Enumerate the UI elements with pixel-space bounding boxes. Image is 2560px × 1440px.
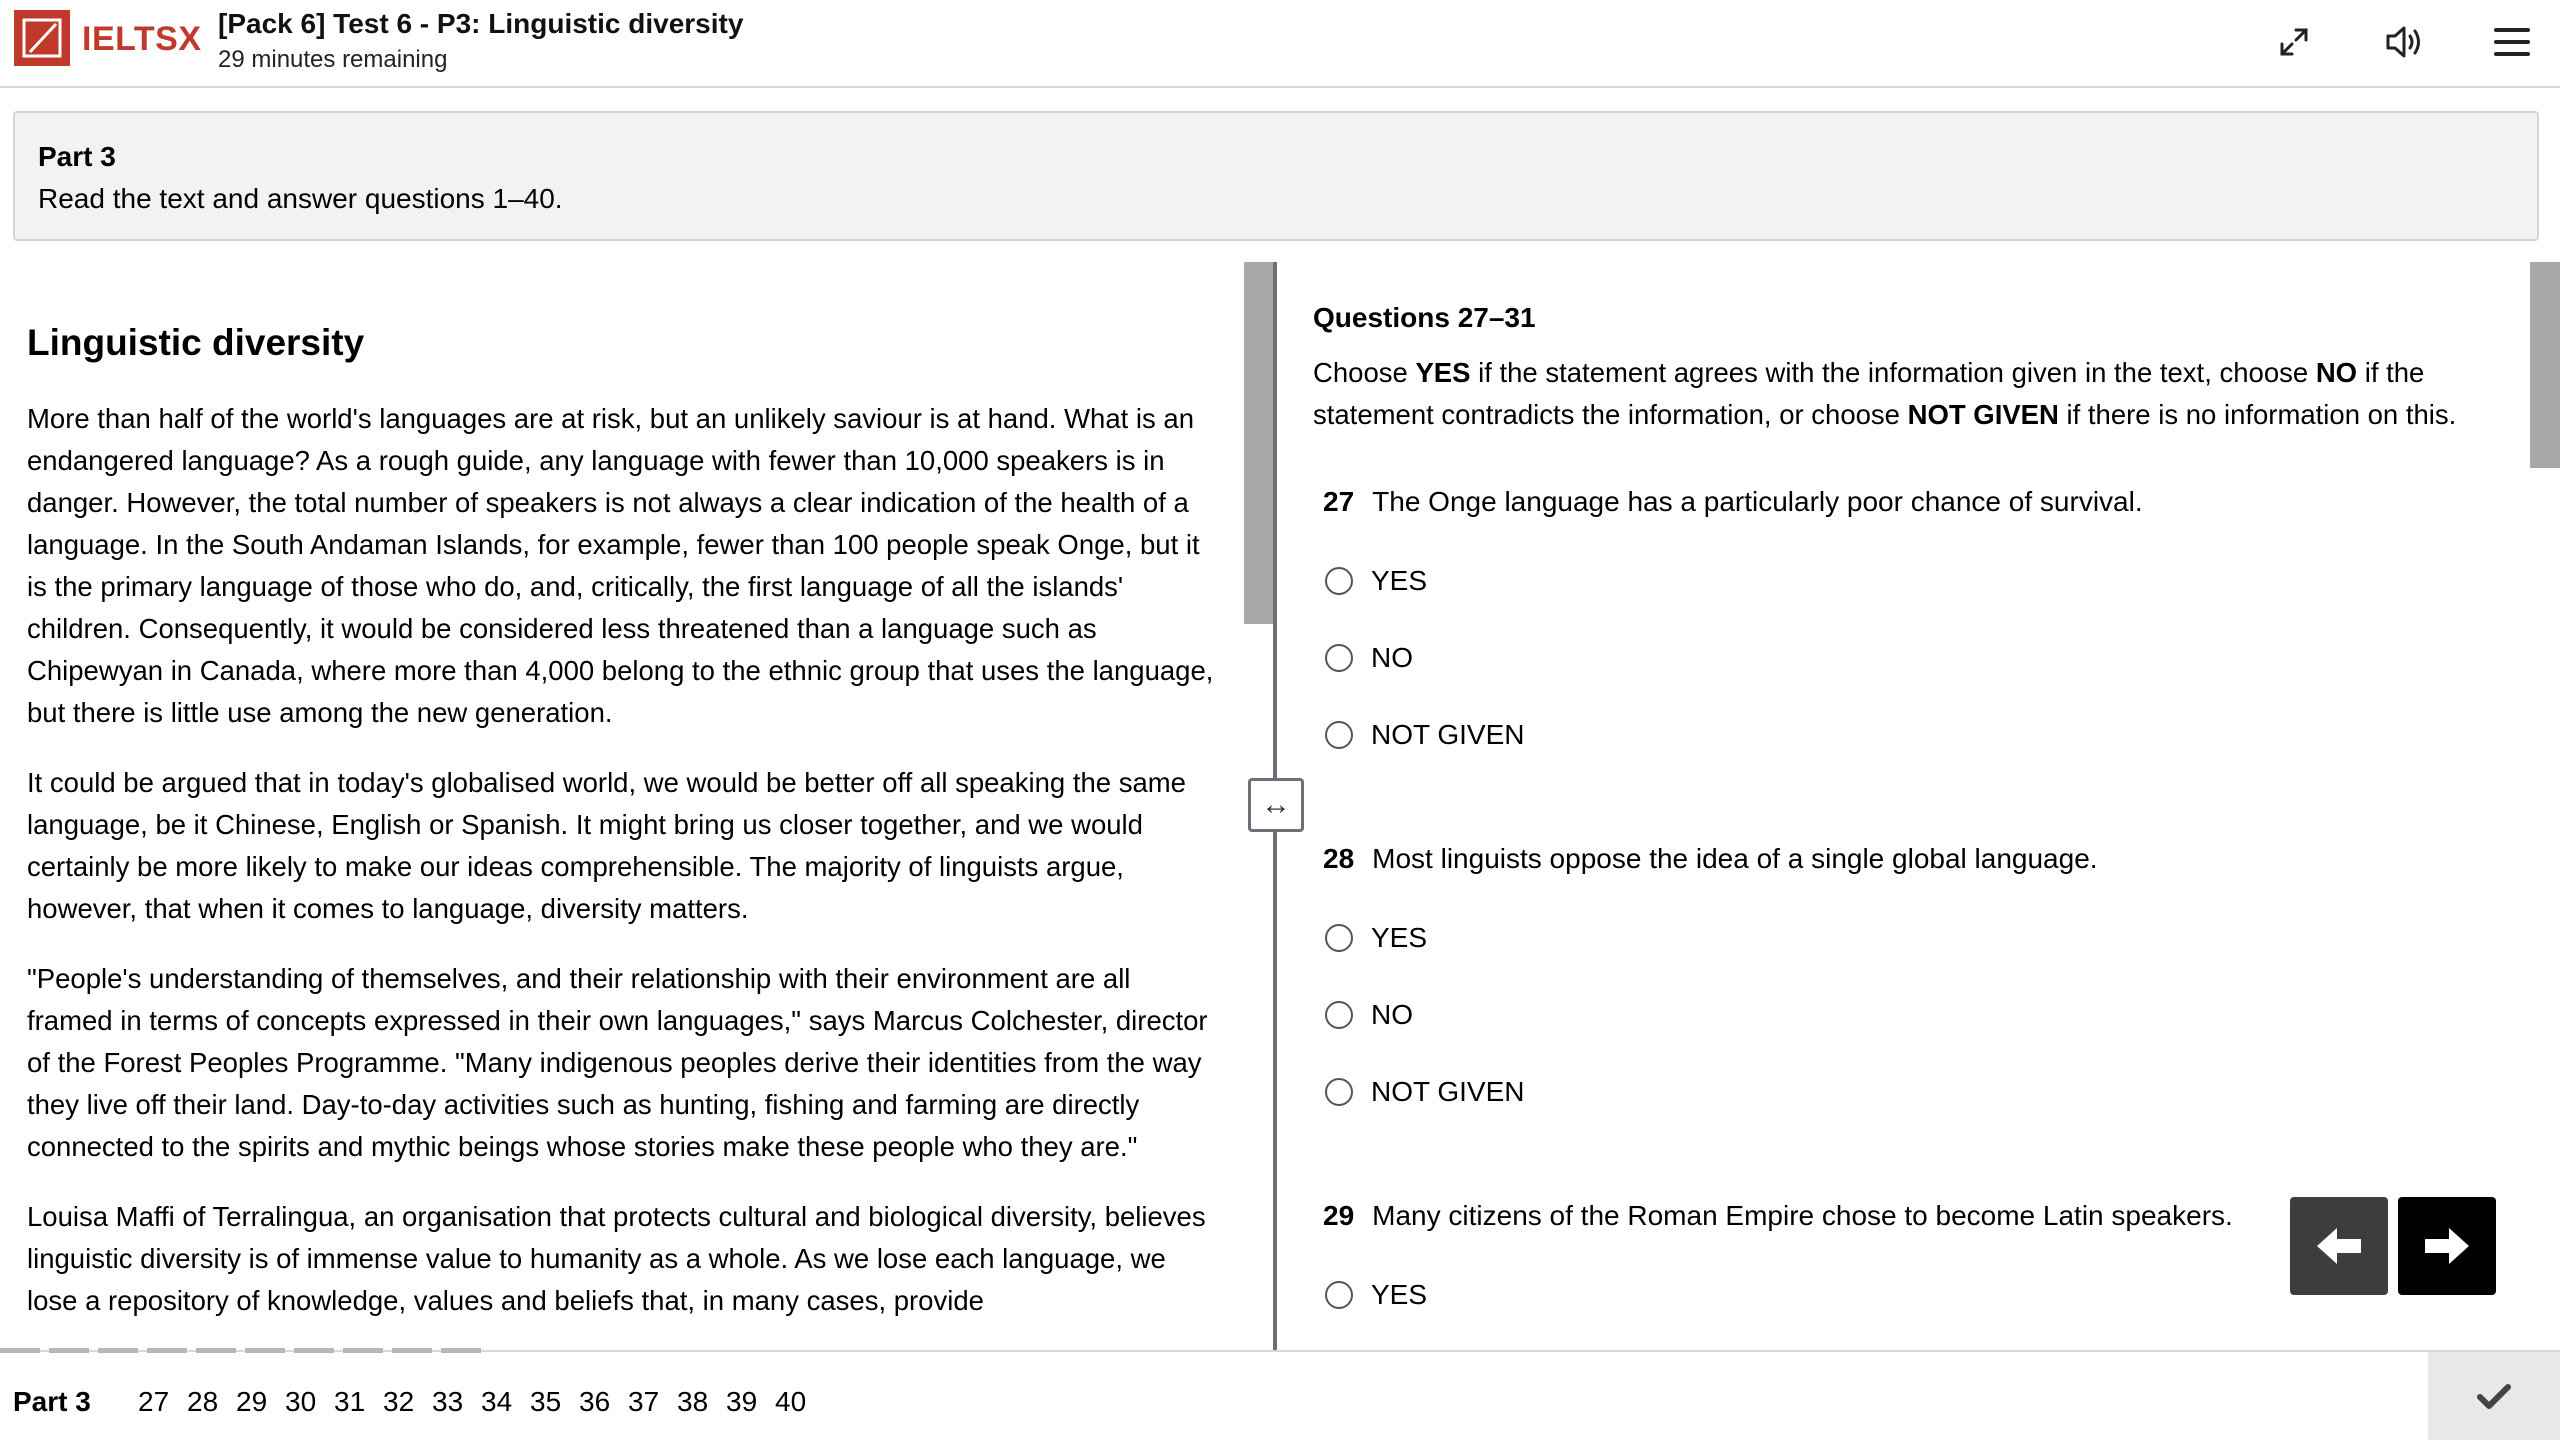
header-bar xyxy=(0,0,2560,88)
q28-option-no[interactable] xyxy=(1325,999,1413,1031)
questions-instruction xyxy=(1313,352,2513,436)
option-label: NOT GIVEN xyxy=(1371,719,1525,750)
q28-option-not-given[interactable] xyxy=(1325,1076,1525,1108)
previous-button[interactable] xyxy=(2290,1197,2388,1295)
question-27 xyxy=(1323,486,2143,518)
question-nav-item[interactable]: 35 xyxy=(530,1386,562,1417)
instruction-text: if there is no information on this. xyxy=(2058,399,2457,430)
reading-passage-panel xyxy=(0,262,1244,1350)
passage-paragraph: Louisa Maffi of Terralingua, an organisation that protects cultural and biological diversity, believes linguistic diversity is of immense value to humanity as a whole. As we lose each language, we lose a repository of knowledge, values and beliefs that, in many cases, provide xyxy=(27,1201,1206,1316)
question-number: 29 xyxy=(1323,1200,1355,1231)
instruction-no: NO xyxy=(2315,357,2358,388)
radio-button[interactable] xyxy=(1325,567,1353,595)
volume-icon[interactable] xyxy=(2380,18,2428,66)
q27-option-no[interactable] xyxy=(1325,642,1413,674)
passage-paragraph: "People's understanding of themselves, and their relationship with their environment are all framed in terms of concepts expressed in their own languages," says Marcus Colchester, director of the Forest Peoples Programme. "Many indigenous peoples derive their identities from the way they live off their land. Day-to-day activities such as hunting, fishing and farming are directly connected to the spirits and mythic beings whose stories make these people who they are." xyxy=(27,963,1208,1162)
instruction-yes: YES xyxy=(1415,357,1471,388)
q27-option-yes[interactable] xyxy=(1325,565,1427,597)
questions-heading: Questions 27–31 xyxy=(1313,302,1536,333)
question-nav-item[interactable]: 32 xyxy=(383,1386,415,1417)
arrow-right-icon xyxy=(2419,1222,2475,1270)
logo-icon xyxy=(14,10,70,66)
menu-icon[interactable] xyxy=(2488,18,2536,66)
checkmark-icon xyxy=(2474,1381,2514,1413)
test-title: [Pack 6] Test 6 - P3: Linguistic diversity xyxy=(218,8,744,39)
passage-heading: Linguistic diversity xyxy=(27,322,365,363)
q29-option-yes[interactable] xyxy=(1325,1279,1427,1311)
option-label: NO xyxy=(1371,999,1413,1030)
question-nav-item[interactable]: 40 xyxy=(775,1386,807,1417)
radio-button[interactable] xyxy=(1325,644,1353,672)
arrow-left-icon xyxy=(2311,1222,2367,1270)
passage-paragraph: More than half of the world's languages are at risk, but an unlikely saviour is at hand. What is an endangered language? As a rough guide, any language with fewer than 10,000 speakers is in danger. However, the total number of speakers is not always a clear indication of the health of a language. In the South Andaman Islands, for example, fewer than 100 people speak Onge, but it is the primary language of those who do, and, critically, the first language of all the islands' children. Consequently, it would be considered less threatened than a language such as Chipewyan in Canada, where more than 4,000 belong to the ethnic group that uses the language, but there is little use among the new generation. xyxy=(27,403,1214,728)
instruction-text: if the statement agrees with the information given in the text, choose xyxy=(1470,357,2316,388)
radio-button[interactable] xyxy=(1325,721,1353,749)
progress-ticks xyxy=(0,1348,490,1353)
part-banner xyxy=(13,111,2539,241)
instruction-not-given: NOT GIVEN xyxy=(1907,399,2059,430)
submit-button[interactable] xyxy=(2428,1352,2560,1440)
question-text: Most linguists oppose the idea of a single global language. xyxy=(1372,843,2098,874)
questions-scrollbar[interactable] xyxy=(2530,262,2560,468)
question-nav-item[interactable]: 39 xyxy=(726,1386,758,1417)
question-nav-item[interactable]: 38 xyxy=(677,1386,709,1417)
radio-button[interactable] xyxy=(1325,1078,1353,1106)
instruction-text: Choose xyxy=(1313,357,1416,388)
banner-instruction: Read the text and answer questions 1–40. xyxy=(38,183,563,214)
question-nav-item[interactable]: 34 xyxy=(481,1386,513,1417)
radio-button[interactable] xyxy=(1325,1281,1353,1309)
instruction-text: if the statement contradicts the information, or choose xyxy=(1313,357,2425,430)
option-label: YES xyxy=(1371,922,1428,953)
resize-arrows-icon: ↔ xyxy=(1261,788,1291,821)
fullscreen-icon[interactable] xyxy=(2270,18,2318,66)
question-text: Many citizens of the Roman Empire chose to become Latin speakers. xyxy=(1372,1200,2233,1231)
questions-panel xyxy=(1290,262,2530,1350)
radio-button[interactable] xyxy=(1325,924,1353,952)
passage-paragraph: It could be argued that in today's globalised world, we would be better off all speaking the same language, be it Chinese, English or Spanish. It might bring us closer together, and we would certainly be more likely to make our ideas comprehensible. The majority of linguists argue, however, that when it comes to language, diversity matters. xyxy=(27,767,1186,924)
question-nav-item[interactable]: 36 xyxy=(579,1386,611,1417)
radio-button[interactable] xyxy=(1325,1001,1353,1029)
question-number: 28 xyxy=(1323,843,1355,874)
brand-name: IELTSX xyxy=(82,20,202,58)
q28-option-yes[interactable] xyxy=(1325,922,1427,954)
question-nav-item[interactable]: 30 xyxy=(285,1386,317,1417)
question-28 xyxy=(1323,843,2098,875)
option-label: NO xyxy=(1371,642,1413,673)
question-nav-item[interactable]: 27 xyxy=(138,1386,170,1417)
option-label: YES xyxy=(1371,1279,1428,1310)
passage-text xyxy=(27,398,1217,1350)
question-navigator xyxy=(138,1386,824,1418)
banner-title: Part 3 xyxy=(38,141,116,172)
option-label: NOT GIVEN xyxy=(1371,1076,1525,1107)
question-text: The Onge language has a particularly poor chance of survival. xyxy=(1372,486,2143,517)
footer-part-label: Part 3 xyxy=(13,1386,91,1417)
question-nav-item[interactable]: 37 xyxy=(628,1386,660,1417)
question-number: 27 xyxy=(1323,486,1355,517)
option-label: YES xyxy=(1371,565,1428,596)
question-nav-item[interactable]: 33 xyxy=(432,1386,464,1417)
q27-option-not-given[interactable] xyxy=(1325,719,1525,751)
footer-bar xyxy=(0,1350,2560,1440)
question-nav-item[interactable]: 29 xyxy=(236,1386,268,1417)
question-29 xyxy=(1323,1200,2233,1232)
time-remaining: 29 minutes remaining xyxy=(218,46,448,73)
question-nav-item[interactable]: 28 xyxy=(187,1386,219,1417)
next-button[interactable] xyxy=(2398,1197,2496,1295)
question-nav-item[interactable]: 31 xyxy=(334,1386,366,1417)
passage-scrollbar[interactable] xyxy=(1244,262,1274,624)
